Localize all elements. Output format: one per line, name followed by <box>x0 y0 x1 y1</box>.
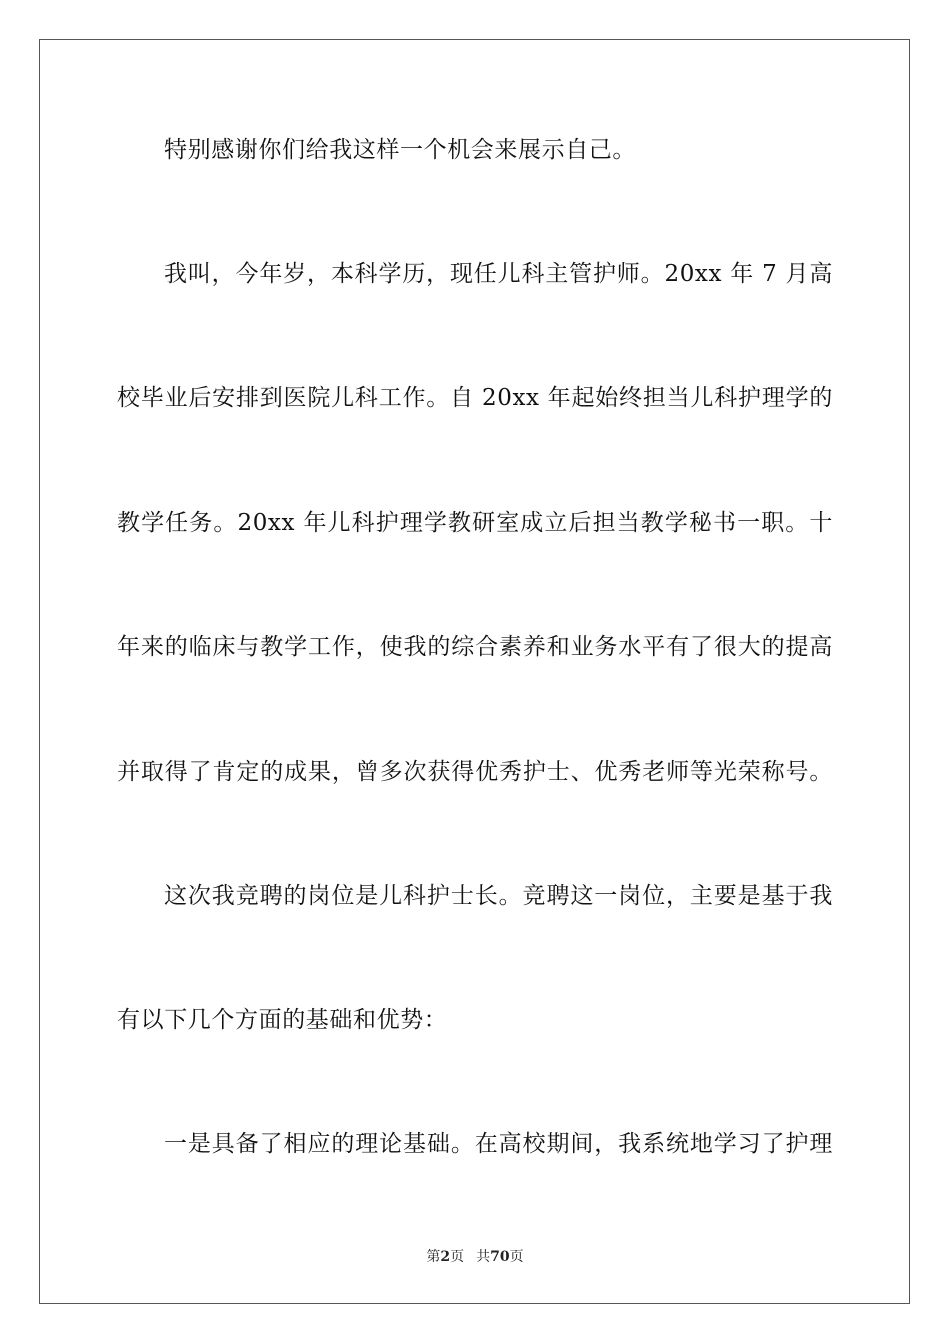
page-suffix: 页 <box>450 1249 465 1265</box>
paragraph-line: 年来的临床与教学工作，使我的综合素养和业务水平有了很大的提高 <box>117 634 833 660</box>
paragraph-line: 一是具备了相应的理论基础。在高校期间，我系统地学习了护理 <box>164 1131 833 1157</box>
paragraph-line: 我叫，今年岁，本科学历，现任儿科主管护师。20xx 年 7 月高 <box>164 261 833 287</box>
paragraph-line: 这次我竞聘的岗位是儿科护士长。竞聘这一岗位，主要是基于我 <box>164 883 833 909</box>
total-prefix: 共 <box>476 1249 491 1265</box>
paragraph-line: 特别感谢你们给我这样一个机会来展示自己。 <box>164 137 636 163</box>
paragraph-line: 有以下几个方面的基础和优势： <box>117 1007 448 1033</box>
page-prefix: 第 <box>426 1249 441 1265</box>
page-total: 70 <box>490 1249 510 1265</box>
page-frame <box>39 39 910 1304</box>
paragraph-line: 教学任务。20xx 年儿科护理学教研室成立后担当教学秘书一职。十 <box>117 510 833 536</box>
page-number-footer <box>0 1246 950 1266</box>
paragraph-line: 校毕业后安排到医院儿科工作。自 20xx 年起始终担当儿科护理学的 <box>117 385 833 411</box>
total-suffix: 页 <box>509 1249 524 1265</box>
page-current: 2 <box>440 1249 451 1265</box>
paragraph-line: 并取得了肯定的成果，曾多次获得优秀护士、优秀老师等光荣称号。 <box>117 759 833 785</box>
